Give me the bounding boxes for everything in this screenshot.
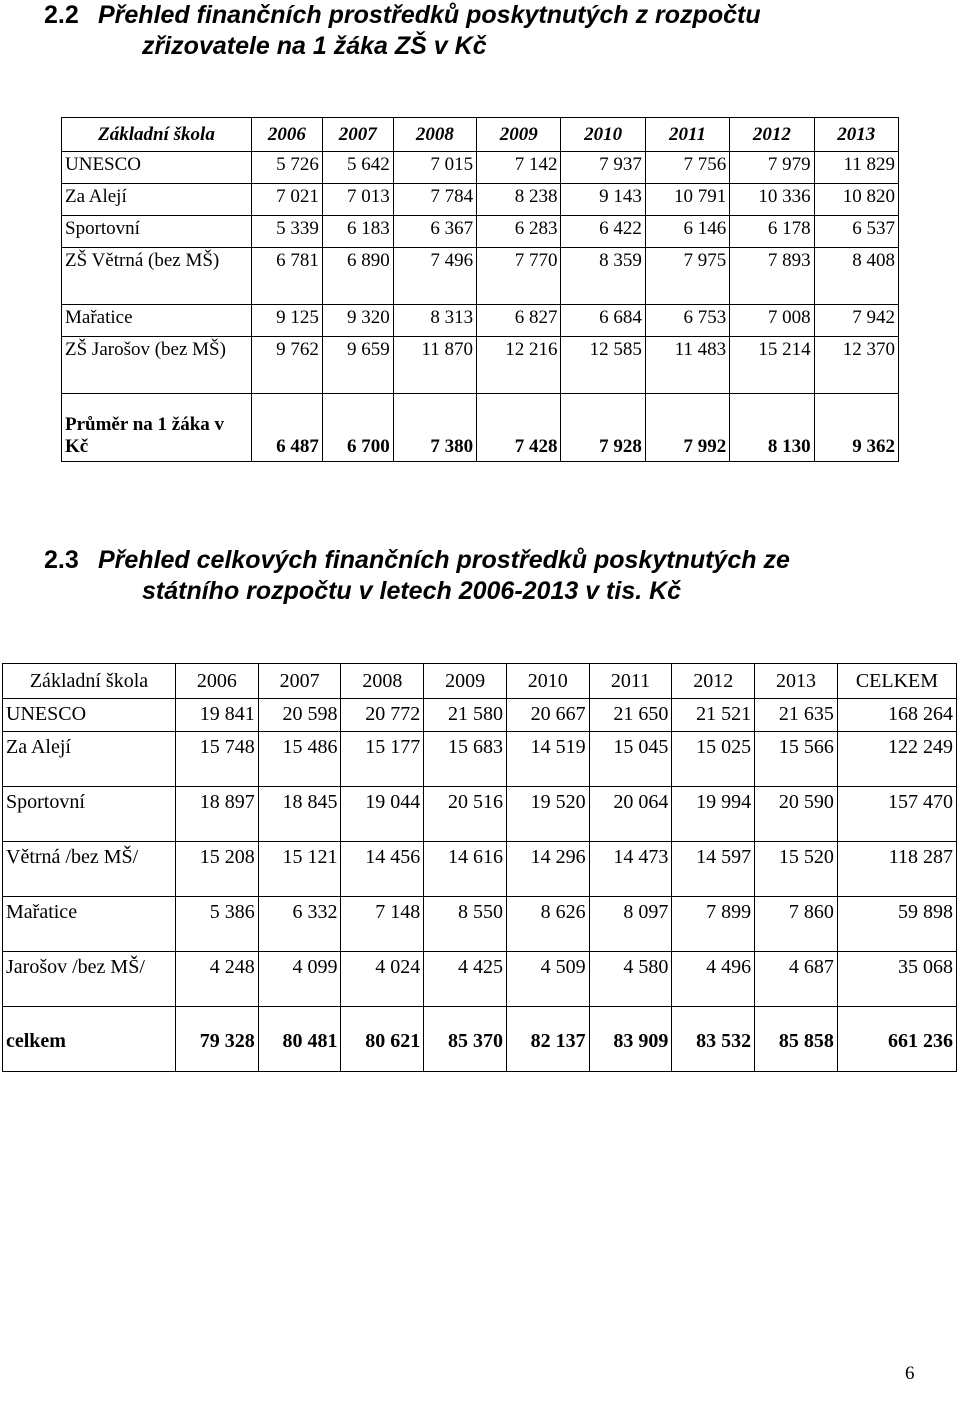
section-title-line1: Přehled celkových finančních prostředků poskytnutých ze <box>98 546 790 574</box>
section-number: 2.2 <box>44 1 79 29</box>
value-cell: 83 909 <box>589 1007 672 1072</box>
value-cell: 19 044 <box>341 787 424 842</box>
header-cell: CELKEM <box>837 664 956 699</box>
value-cell: 7 942 <box>814 305 898 337</box>
value-cell: 20 590 <box>755 787 838 842</box>
value-cell: 80 621 <box>341 1007 424 1072</box>
value-cell: 7 756 <box>645 152 729 184</box>
value-cell: 4 024 <box>341 952 424 1007</box>
value-cell: 15 748 <box>176 732 259 787</box>
school-name-cell: Za Alejí <box>3 732 176 787</box>
value-cell: 15 121 <box>258 842 341 897</box>
value-cell: 15 025 <box>672 732 755 787</box>
value-cell: 15 486 <box>258 732 341 787</box>
value-cell: 5 642 <box>322 152 393 184</box>
value-cell: 7 148 <box>341 897 424 952</box>
value-cell: 20 598 <box>258 699 341 732</box>
value-cell: 85 858 <box>755 1007 838 1072</box>
section-number: 2.3 <box>44 546 79 574</box>
header-cell: Základní škola <box>3 664 176 699</box>
section-title-line1: Přehled finančních prostředků poskytnutých z rozpočtu <box>98 1 761 29</box>
table-row <box>3 952 957 1007</box>
school-name-cell: Mařatice <box>3 897 176 952</box>
value-cell: 12 585 <box>561 337 645 394</box>
value-cell: 15 214 <box>730 337 814 394</box>
value-cell: 7 496 <box>393 248 476 305</box>
value-cell: 21 580 <box>424 699 507 732</box>
value-cell: 7 893 <box>730 248 814 305</box>
value-cell: 7 770 <box>477 248 561 305</box>
section-title-line2: státního rozpočtu v letech 2006-2013 v tis. Kč <box>142 577 682 605</box>
value-cell: 8 626 <box>506 897 589 952</box>
value-cell: 4 248 <box>176 952 259 1007</box>
table-row <box>62 305 899 337</box>
school-name-cell: Sportovní <box>3 787 176 842</box>
value-cell: 8 238 <box>477 184 561 216</box>
header-cell: 2010 <box>561 118 645 152</box>
table-row <box>3 732 957 787</box>
value-cell: 7 008 <box>730 305 814 337</box>
table-row <box>62 216 899 248</box>
value-cell: 11 483 <box>645 337 729 394</box>
value-cell: 19 994 <box>672 787 755 842</box>
section-heading-2-2 <box>44 0 761 62</box>
value-cell: 7 784 <box>393 184 476 216</box>
value-cell: 6 781 <box>252 248 323 305</box>
per-pupil-funding-table <box>61 117 899 462</box>
table-header-row <box>3 664 957 699</box>
school-name-cell: UNESCO <box>3 699 176 732</box>
value-cell: 14 519 <box>506 732 589 787</box>
value-cell: 6 827 <box>477 305 561 337</box>
school-name-cell: Sportovní <box>62 216 252 248</box>
value-cell: 8 550 <box>424 897 507 952</box>
value-cell: 6 422 <box>561 216 645 248</box>
value-cell: 83 532 <box>672 1007 755 1072</box>
value-cell: 10 336 <box>730 184 814 216</box>
table-row <box>62 337 899 394</box>
value-cell: 7 975 <box>645 248 729 305</box>
value-cell: 80 481 <box>258 1007 341 1072</box>
school-name-cell: Jarošov /bez MŠ/ <box>3 952 176 1007</box>
header-cell: 2006 <box>176 664 259 699</box>
value-cell: 6 367 <box>393 216 476 248</box>
value-cell: 7 899 <box>672 897 755 952</box>
header-cell: 2011 <box>645 118 729 152</box>
school-name-cell: Průměr na 1 žáka v Kč <box>62 394 252 462</box>
value-cell: 10 791 <box>645 184 729 216</box>
school-name-cell: Mařatice <box>62 305 252 337</box>
value-cell: 14 456 <box>341 842 424 897</box>
value-cell: 15 045 <box>589 732 672 787</box>
table-row <box>3 1007 957 1072</box>
value-cell: 79 328 <box>176 1007 259 1072</box>
value-cell: 9 320 <box>322 305 393 337</box>
value-cell: 6 753 <box>645 305 729 337</box>
value-cell: 20 772 <box>341 699 424 732</box>
header-cell: 2013 <box>814 118 898 152</box>
table-header-row <box>62 118 899 152</box>
table-row <box>3 897 957 952</box>
value-cell: 19 841 <box>176 699 259 732</box>
school-name-cell: ZŠ Jarošov (bez MŠ) <box>62 337 252 394</box>
header-cell: 2007 <box>322 118 393 152</box>
value-cell: 5 726 <box>252 152 323 184</box>
value-cell: 20 667 <box>506 699 589 732</box>
header-cell: 2008 <box>341 664 424 699</box>
value-cell: 21 521 <box>672 699 755 732</box>
value-cell: 157 470 <box>837 787 956 842</box>
header-cell: 2008 <box>393 118 476 152</box>
value-cell: 9 659 <box>322 337 393 394</box>
header-cell: Základní škola <box>62 118 252 152</box>
value-cell: 8 097 <box>589 897 672 952</box>
value-cell: 9 762 <box>252 337 323 394</box>
value-cell: 6 487 <box>252 394 323 462</box>
value-cell: 7 428 <box>477 394 561 462</box>
value-cell: 15 566 <box>755 732 838 787</box>
value-cell: 661 236 <box>837 1007 956 1072</box>
header-cell: 2010 <box>506 664 589 699</box>
section-heading-2-3 <box>44 545 790 607</box>
value-cell: 7 021 <box>252 184 323 216</box>
value-cell: 82 137 <box>506 1007 589 1072</box>
header-cell: 2009 <box>424 664 507 699</box>
value-cell: 7 013 <box>322 184 393 216</box>
value-cell: 11 870 <box>393 337 476 394</box>
header-cell: 2007 <box>258 664 341 699</box>
value-cell: 15 520 <box>755 842 838 897</box>
value-cell: 6 178 <box>730 216 814 248</box>
value-cell: 20 516 <box>424 787 507 842</box>
value-cell: 6 283 <box>477 216 561 248</box>
table-row <box>3 842 957 897</box>
value-cell: 5 386 <box>176 897 259 952</box>
header-cell: 2013 <box>755 664 838 699</box>
value-cell: 19 520 <box>506 787 589 842</box>
header-cell: 2012 <box>672 664 755 699</box>
page-number: 6 <box>905 1363 915 1384</box>
value-cell: 21 650 <box>589 699 672 732</box>
value-cell: 11 829 <box>814 152 898 184</box>
school-name-cell: Za Alejí <box>62 184 252 216</box>
header-cell: 2012 <box>730 118 814 152</box>
value-cell: 14 597 <box>672 842 755 897</box>
value-cell: 4 580 <box>589 952 672 1007</box>
table-row <box>3 787 957 842</box>
value-cell: 6 537 <box>814 216 898 248</box>
value-cell: 7 937 <box>561 152 645 184</box>
value-cell: 9 125 <box>252 305 323 337</box>
value-cell: 4 509 <box>506 952 589 1007</box>
header-cell: 2006 <box>252 118 323 152</box>
value-cell: 122 249 <box>837 732 956 787</box>
value-cell: 6 146 <box>645 216 729 248</box>
value-cell: 8 130 <box>730 394 814 462</box>
school-name-cell: ZŠ Větrná (bez MŠ) <box>62 248 252 305</box>
value-cell: 7 380 <box>393 394 476 462</box>
value-cell: 35 068 <box>837 952 956 1007</box>
value-cell: 12 370 <box>814 337 898 394</box>
value-cell: 12 216 <box>477 337 561 394</box>
value-cell: 6 890 <box>322 248 393 305</box>
value-cell: 6 183 <box>322 216 393 248</box>
value-cell: 7 015 <box>393 152 476 184</box>
value-cell: 9 362 <box>814 394 898 462</box>
value-cell: 14 473 <box>589 842 672 897</box>
table-row <box>62 184 899 216</box>
section-title-line2: zřizovatele na 1 žáka ZŠ v Kč <box>142 32 487 60</box>
value-cell: 5 339 <box>252 216 323 248</box>
value-cell: 21 635 <box>755 699 838 732</box>
value-cell: 15 683 <box>424 732 507 787</box>
value-cell: 18 897 <box>176 787 259 842</box>
school-name-cell: Větrná /bez MŠ/ <box>3 842 176 897</box>
table-row <box>62 248 899 305</box>
value-cell: 4 687 <box>755 952 838 1007</box>
value-cell: 18 845 <box>258 787 341 842</box>
value-cell: 4 496 <box>672 952 755 1007</box>
state-budget-funding-table <box>2 663 957 1072</box>
value-cell: 8 408 <box>814 248 898 305</box>
value-cell: 15 177 <box>341 732 424 787</box>
value-cell: 7 142 <box>477 152 561 184</box>
value-cell: 4 425 <box>424 952 507 1007</box>
value-cell: 7 979 <box>730 152 814 184</box>
table-row <box>3 699 957 732</box>
value-cell: 14 616 <box>424 842 507 897</box>
value-cell: 7 992 <box>645 394 729 462</box>
header-cell: 2011 <box>589 664 672 699</box>
value-cell: 4 099 <box>258 952 341 1007</box>
value-cell: 14 296 <box>506 842 589 897</box>
table-row <box>62 152 899 184</box>
value-cell: 85 370 <box>424 1007 507 1072</box>
value-cell: 7 928 <box>561 394 645 462</box>
value-cell: 8 313 <box>393 305 476 337</box>
value-cell: 9 143 <box>561 184 645 216</box>
value-cell: 6 700 <box>322 394 393 462</box>
school-name-cell: celkem <box>3 1007 176 1072</box>
value-cell: 6 684 <box>561 305 645 337</box>
value-cell: 7 860 <box>755 897 838 952</box>
value-cell: 118 287 <box>837 842 956 897</box>
value-cell: 10 820 <box>814 184 898 216</box>
header-cell: 2009 <box>477 118 561 152</box>
school-name-cell: UNESCO <box>62 152 252 184</box>
value-cell: 15 208 <box>176 842 259 897</box>
value-cell: 168 264 <box>837 699 956 732</box>
table-row <box>62 394 899 462</box>
value-cell: 6 332 <box>258 897 341 952</box>
value-cell: 8 359 <box>561 248 645 305</box>
value-cell: 59 898 <box>837 897 956 952</box>
value-cell: 20 064 <box>589 787 672 842</box>
